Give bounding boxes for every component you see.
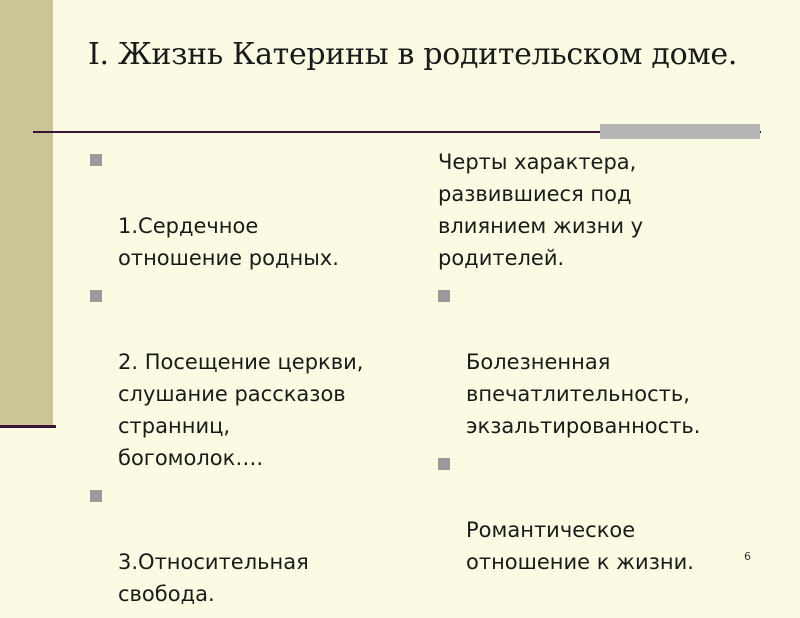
- left-accent-bar: [0, 0, 53, 426]
- divider-accent-block: [600, 124, 760, 139]
- right-column: [438, 146, 768, 586]
- list-item-text: 1.Сердечное отношение родных.: [118, 214, 339, 270]
- list-item-text: Романтическое отношение к жизни.: [466, 518, 694, 574]
- list-item: [90, 482, 420, 610]
- square-bullet-icon: [438, 290, 450, 302]
- list-item: [438, 450, 768, 578]
- page-number: 6: [744, 550, 751, 563]
- square-bullet-icon: [90, 154, 102, 166]
- slide-title: I. Жизнь Катерины в родительском доме.: [88, 37, 738, 72]
- left-column: [90, 146, 420, 618]
- square-bullet-icon: [90, 290, 102, 302]
- list-item: [90, 282, 420, 474]
- left-accent-underline: [0, 425, 56, 428]
- list-item: [90, 146, 420, 274]
- list-item-text: Болезненная впечатлительность, экзальтированность.: [466, 350, 701, 438]
- list-item: [438, 282, 768, 442]
- right-column-heading: Черты характера, развившиеся под влиянием жизни у родителей.: [438, 150, 644, 270]
- square-bullet-icon: [438, 458, 450, 470]
- list-item-text: 2. Посещение церкви, слушание рассказов странниц, богомолок….: [118, 350, 364, 470]
- square-bullet-icon: [90, 490, 102, 502]
- list-item-text: 3.Относительная свобода.: [118, 550, 309, 606]
